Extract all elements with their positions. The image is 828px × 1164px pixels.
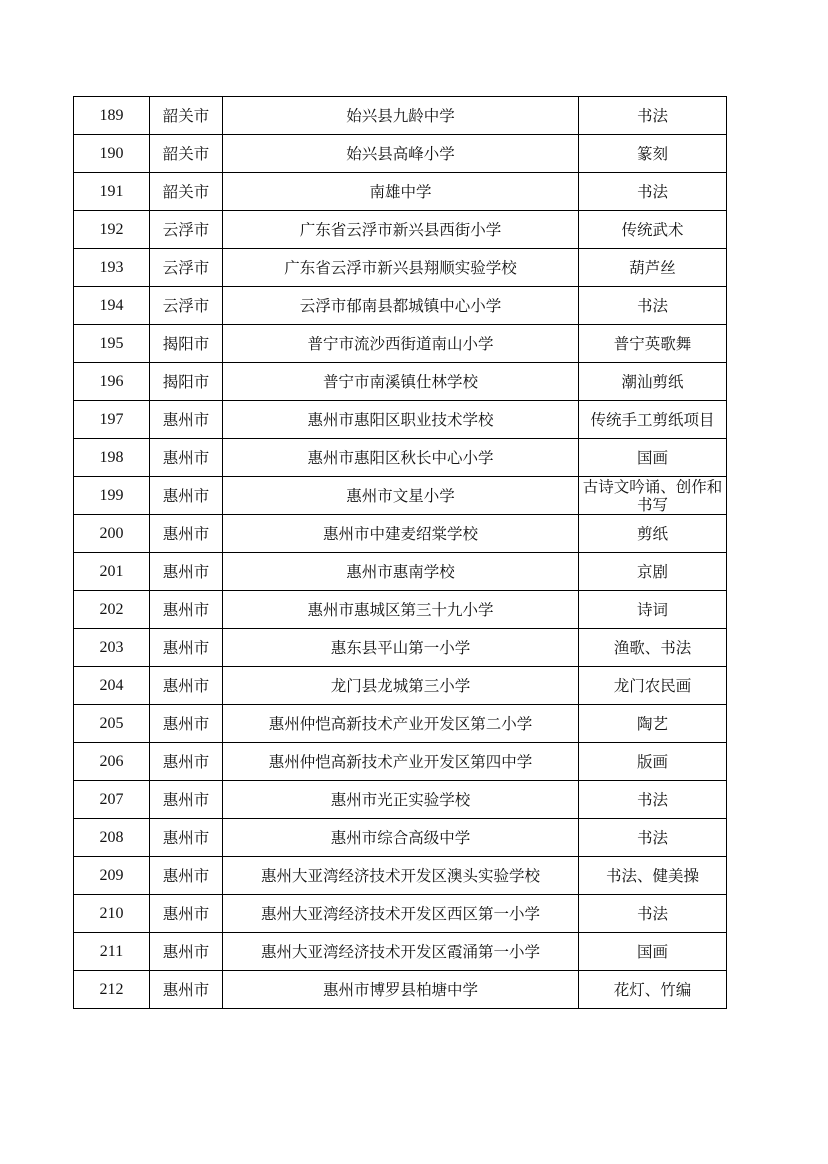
school-name-cell: 惠州市惠城区第三十九小学	[223, 591, 579, 629]
row-number-cell: 195	[74, 325, 150, 363]
table-row	[74, 971, 727, 1009]
school-name-cell: 始兴县高峰小学	[223, 135, 579, 173]
project-cell: 龙门农民画	[579, 667, 727, 705]
table-row	[74, 477, 727, 515]
row-number-cell: 194	[74, 287, 150, 325]
project-cell: 花灯、竹编	[579, 971, 727, 1009]
school-name-cell: 惠州市惠南学校	[223, 553, 579, 591]
city-cell: 云浮市	[150, 211, 223, 249]
school-name-cell: 惠州市中建麦绍棠学校	[223, 515, 579, 553]
school-name-cell: 惠州市光正实验学校	[223, 781, 579, 819]
city-cell: 惠州市	[150, 743, 223, 781]
project-cell: 剪纸	[579, 515, 727, 553]
project-cell: 国画	[579, 439, 727, 477]
school-name-cell: 惠东县平山第一小学	[223, 629, 579, 667]
school-name-cell: 惠州大亚湾经济技术开发区澳头实验学校	[223, 857, 579, 895]
table-row	[74, 933, 727, 971]
row-number-cell: 210	[74, 895, 150, 933]
city-cell: 惠州市	[150, 629, 223, 667]
project-cell: 书法	[579, 895, 727, 933]
row-number-cell: 204	[74, 667, 150, 705]
city-cell: 惠州市	[150, 515, 223, 553]
table-row	[74, 363, 727, 401]
row-number-cell: 193	[74, 249, 150, 287]
school-name-cell: 惠州仲恺高新技术产业开发区第二小学	[223, 705, 579, 743]
project-cell: 书法	[579, 173, 727, 211]
row-number-cell: 198	[74, 439, 150, 477]
project-cell: 书法	[579, 781, 727, 819]
row-number-cell: 200	[74, 515, 150, 553]
school-name-cell: 惠州大亚湾经济技术开发区西区第一小学	[223, 895, 579, 933]
city-cell: 惠州市	[150, 895, 223, 933]
school-name-cell: 广东省云浮市新兴县西街小学	[223, 211, 579, 249]
project-cell: 书法	[579, 819, 727, 857]
city-cell: 韶关市	[150, 173, 223, 211]
city-cell: 惠州市	[150, 705, 223, 743]
school-name-cell: 惠州市博罗县柏塘中学	[223, 971, 579, 1009]
school-list-table	[73, 96, 727, 1009]
city-cell: 惠州市	[150, 667, 223, 705]
school-name-cell: 南雄中学	[223, 173, 579, 211]
table-row	[74, 591, 727, 629]
row-number-cell: 205	[74, 705, 150, 743]
city-cell: 惠州市	[150, 971, 223, 1009]
school-name-cell: 广东省云浮市新兴县翔顺实验学校	[223, 249, 579, 287]
project-cell: 书法、健美操	[579, 857, 727, 895]
city-cell: 惠州市	[150, 439, 223, 477]
table-row	[74, 667, 727, 705]
city-cell: 惠州市	[150, 781, 223, 819]
city-cell: 惠州市	[150, 553, 223, 591]
city-cell: 揭阳市	[150, 363, 223, 401]
project-cell: 传统手工剪纸项目	[579, 401, 727, 439]
project-cell: 京剧	[579, 553, 727, 591]
school-name-cell: 普宁市南溪镇仕林学校	[223, 363, 579, 401]
table-row	[74, 97, 727, 135]
school-name-cell: 龙门县龙城第三小学	[223, 667, 579, 705]
table-row	[74, 211, 727, 249]
table-row	[74, 287, 727, 325]
project-cell: 书法	[579, 97, 727, 135]
school-name-cell: 始兴县九龄中学	[223, 97, 579, 135]
project-cell: 篆刻	[579, 135, 727, 173]
row-number-cell: 202	[74, 591, 150, 629]
project-cell: 国画	[579, 933, 727, 971]
city-cell: 惠州市	[150, 857, 223, 895]
project-cell: 版画	[579, 743, 727, 781]
table-row	[74, 439, 727, 477]
table-row	[74, 401, 727, 439]
school-name-cell: 惠州市惠阳区秋长中心小学	[223, 439, 579, 477]
table-row	[74, 743, 727, 781]
row-number-cell: 192	[74, 211, 150, 249]
city-cell: 惠州市	[150, 401, 223, 439]
table-row	[74, 515, 727, 553]
city-cell: 韶关市	[150, 135, 223, 173]
row-number-cell: 197	[74, 401, 150, 439]
project-cell: 古诗文吟诵、创作和书写	[579, 477, 727, 515]
row-number-cell: 209	[74, 857, 150, 895]
school-name-cell: 普宁市流沙西街道南山小学	[223, 325, 579, 363]
row-number-cell: 190	[74, 135, 150, 173]
city-cell: 韶关市	[150, 97, 223, 135]
table-row	[74, 135, 727, 173]
city-cell: 惠州市	[150, 933, 223, 971]
row-number-cell: 196	[74, 363, 150, 401]
row-number-cell: 212	[74, 971, 150, 1009]
city-cell: 惠州市	[150, 591, 223, 629]
school-name-cell: 惠州仲恺高新技术产业开发区第四中学	[223, 743, 579, 781]
table-row	[74, 819, 727, 857]
school-name-cell: 惠州市综合高级中学	[223, 819, 579, 857]
row-number-cell: 211	[74, 933, 150, 971]
row-number-cell: 201	[74, 553, 150, 591]
school-name-cell: 惠州大亚湾经济技术开发区霞涌第一小学	[223, 933, 579, 971]
table-row	[74, 325, 727, 363]
table-row	[74, 705, 727, 743]
city-cell: 云浮市	[150, 249, 223, 287]
table-row	[74, 173, 727, 211]
project-cell: 渔歌、书法	[579, 629, 727, 667]
school-name-cell: 惠州市惠阳区职业技术学校	[223, 401, 579, 439]
project-cell: 潮汕剪纸	[579, 363, 727, 401]
table-row	[74, 553, 727, 591]
project-cell: 传统武术	[579, 211, 727, 249]
city-cell: 惠州市	[150, 477, 223, 515]
table-row	[74, 857, 727, 895]
row-number-cell: 206	[74, 743, 150, 781]
project-cell: 诗词	[579, 591, 727, 629]
table-row	[74, 781, 727, 819]
row-number-cell: 199	[74, 477, 150, 515]
project-cell: 陶艺	[579, 705, 727, 743]
table-row	[74, 895, 727, 933]
school-name-cell: 云浮市郁南县都城镇中心小学	[223, 287, 579, 325]
row-number-cell: 189	[74, 97, 150, 135]
city-cell: 云浮市	[150, 287, 223, 325]
city-cell: 揭阳市	[150, 325, 223, 363]
table-row	[74, 629, 727, 667]
table-body	[74, 97, 727, 1009]
school-name-cell: 惠州市文星小学	[223, 477, 579, 515]
table-row	[74, 249, 727, 287]
project-cell: 书法	[579, 287, 727, 325]
project-cell: 葫芦丝	[579, 249, 727, 287]
row-number-cell: 208	[74, 819, 150, 857]
row-number-cell: 203	[74, 629, 150, 667]
city-cell: 惠州市	[150, 819, 223, 857]
row-number-cell: 207	[74, 781, 150, 819]
row-number-cell: 191	[74, 173, 150, 211]
project-cell: 普宁英歌舞	[579, 325, 727, 363]
